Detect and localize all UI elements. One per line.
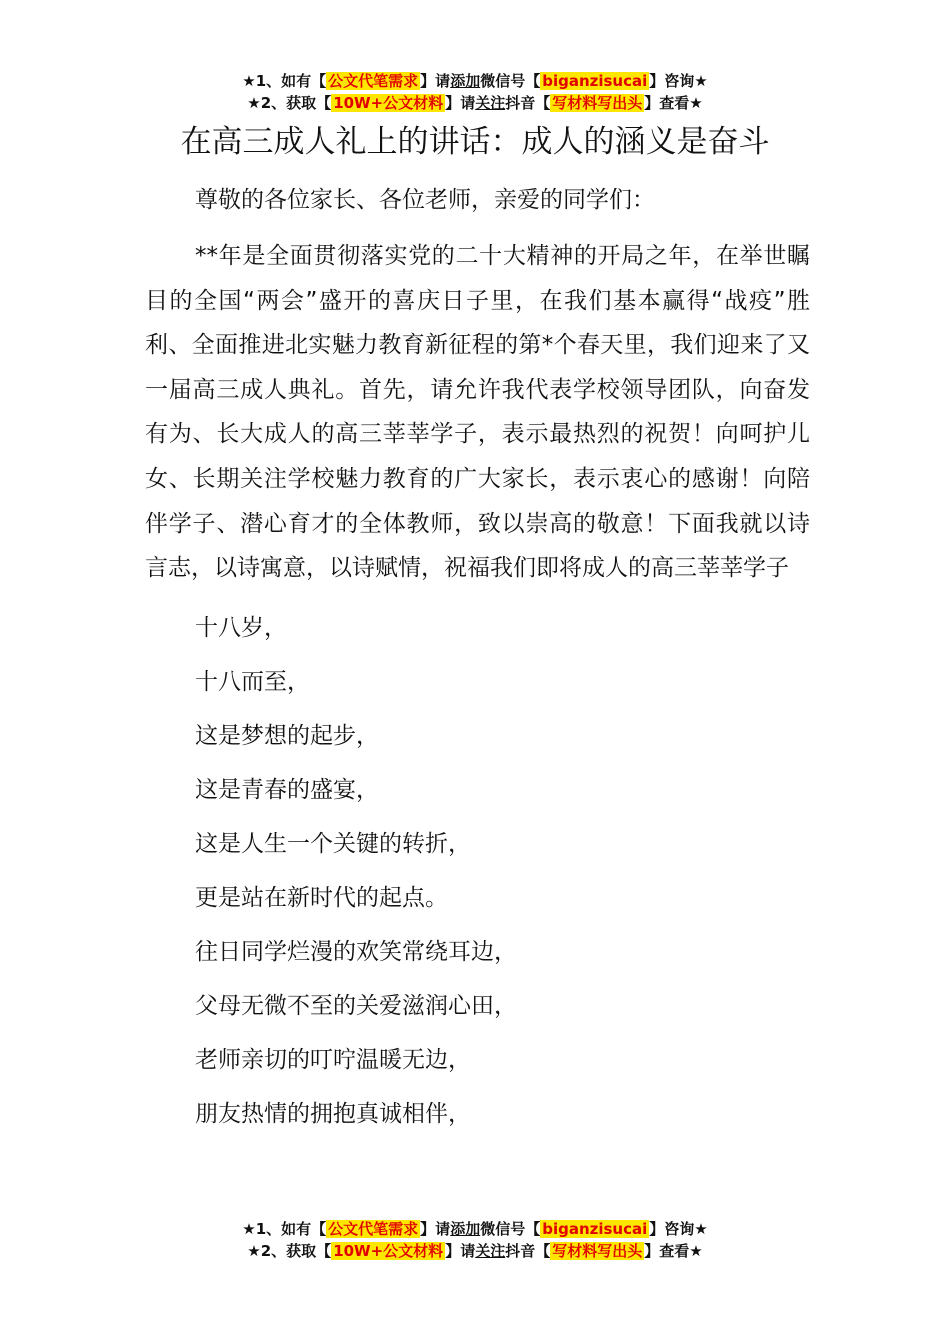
footer-banner [0,1218,950,1262]
banner-text: 抖音【 [505,94,551,112]
banner-text: ★1、如有【 [242,72,327,90]
banner-text: 抖音【 [505,1242,551,1260]
poem-line: 父母无微不至的关爱滋润心田， [195,992,517,1019]
banner-text: 】请 [420,1220,451,1238]
header-banner [0,70,950,114]
banner-text: 】咨询★ [649,72,708,90]
banner-line-2 [0,1240,950,1262]
poem-line: 更是站在新时代的起点。 [195,884,448,911]
banner-highlight: 10W+公文材料 [333,94,444,112]
banner-text: 】查看★ [644,1242,703,1260]
banner-emphasis: 添加 [450,1220,481,1238]
banner-text: 】请 [445,94,476,112]
poem-line: 十八而至， [195,668,310,695]
poem-line: 朋友热情的拥抱真诚相伴， [195,1100,471,1127]
banner-text: 】请 [445,1242,476,1260]
poem-line: 十八岁， [195,614,287,641]
banner-text: ★2、获取【 [247,1242,332,1260]
banner-highlight: 公文代笔需求 [328,1220,419,1238]
poem-line: 这是梦想的起步， [195,722,379,749]
banner-text: 微信号【 [480,1220,541,1238]
banner-line-2 [0,92,950,114]
poem-line: 老师亲切的叮咛温暖无边， [195,1046,471,1073]
poem-line: 这是人生一个关键的转折， [195,830,471,857]
paragraph: **年是全面贯彻落实党的二十大精神的开局之年，在举世瞩目的全国“两会”盛开的喜庆日子里，在我们基本赢得“战疫”胜利、全面推进北实魅力教育新征程的第*个春天里，我们迎来了又一届高三成人典礼。首先，请允许我代表学校领导团队，向奋发有为、长大成人的高三莘莘学子，表示最热烈的祝贺！向呵护儿女、长期关注学校魅力教育的广大家长，表示衷心的感谢！向陪伴学子、潜心育才的全体教师，致以崇高的敬意！下面我就以诗言志，以诗寓意，以诗赋情，祝福我们即将成人的高三莘莘学子 [145,243,810,582]
banner-emphasis: 添加 [450,72,481,90]
document-body [145,178,810,1141]
banner-line-1 [0,70,950,92]
greeting: 尊敬的各位家长、各位老师，亲爱的同学们： [195,187,655,213]
banner-highlight: biganzisucai [542,72,648,90]
banner-highlight: 写材料写出头 [552,94,643,112]
banner-text: ★2、获取【 [247,94,332,112]
banner-emphasis: 关注 [475,94,506,112]
banner-highlight: 10W+公文材料 [333,1242,444,1260]
poem [145,601,810,1141]
poem-line: 这是青春的盛宴， [195,776,379,803]
banner-text: 】查看★ [644,94,703,112]
poem-line: 往日同学烂漫的欢笑常绕耳边， [195,938,517,965]
banner-highlight: 写材料写出头 [552,1242,643,1260]
banner-text: 微信号【 [480,72,541,90]
banner-text: 】请 [420,72,451,90]
banner-emphasis: 关注 [475,1242,506,1260]
banner-line-1 [0,1218,950,1240]
banner-text: 】咨询★ [649,1220,708,1238]
banner-text: ★1、如有【 [242,1220,327,1238]
banner-highlight: 公文代笔需求 [328,72,419,90]
banner-highlight: biganzisucai [542,1220,648,1238]
document-title: 在高三成人礼上的讲话：成人的涵义是奋斗 [180,124,770,160]
